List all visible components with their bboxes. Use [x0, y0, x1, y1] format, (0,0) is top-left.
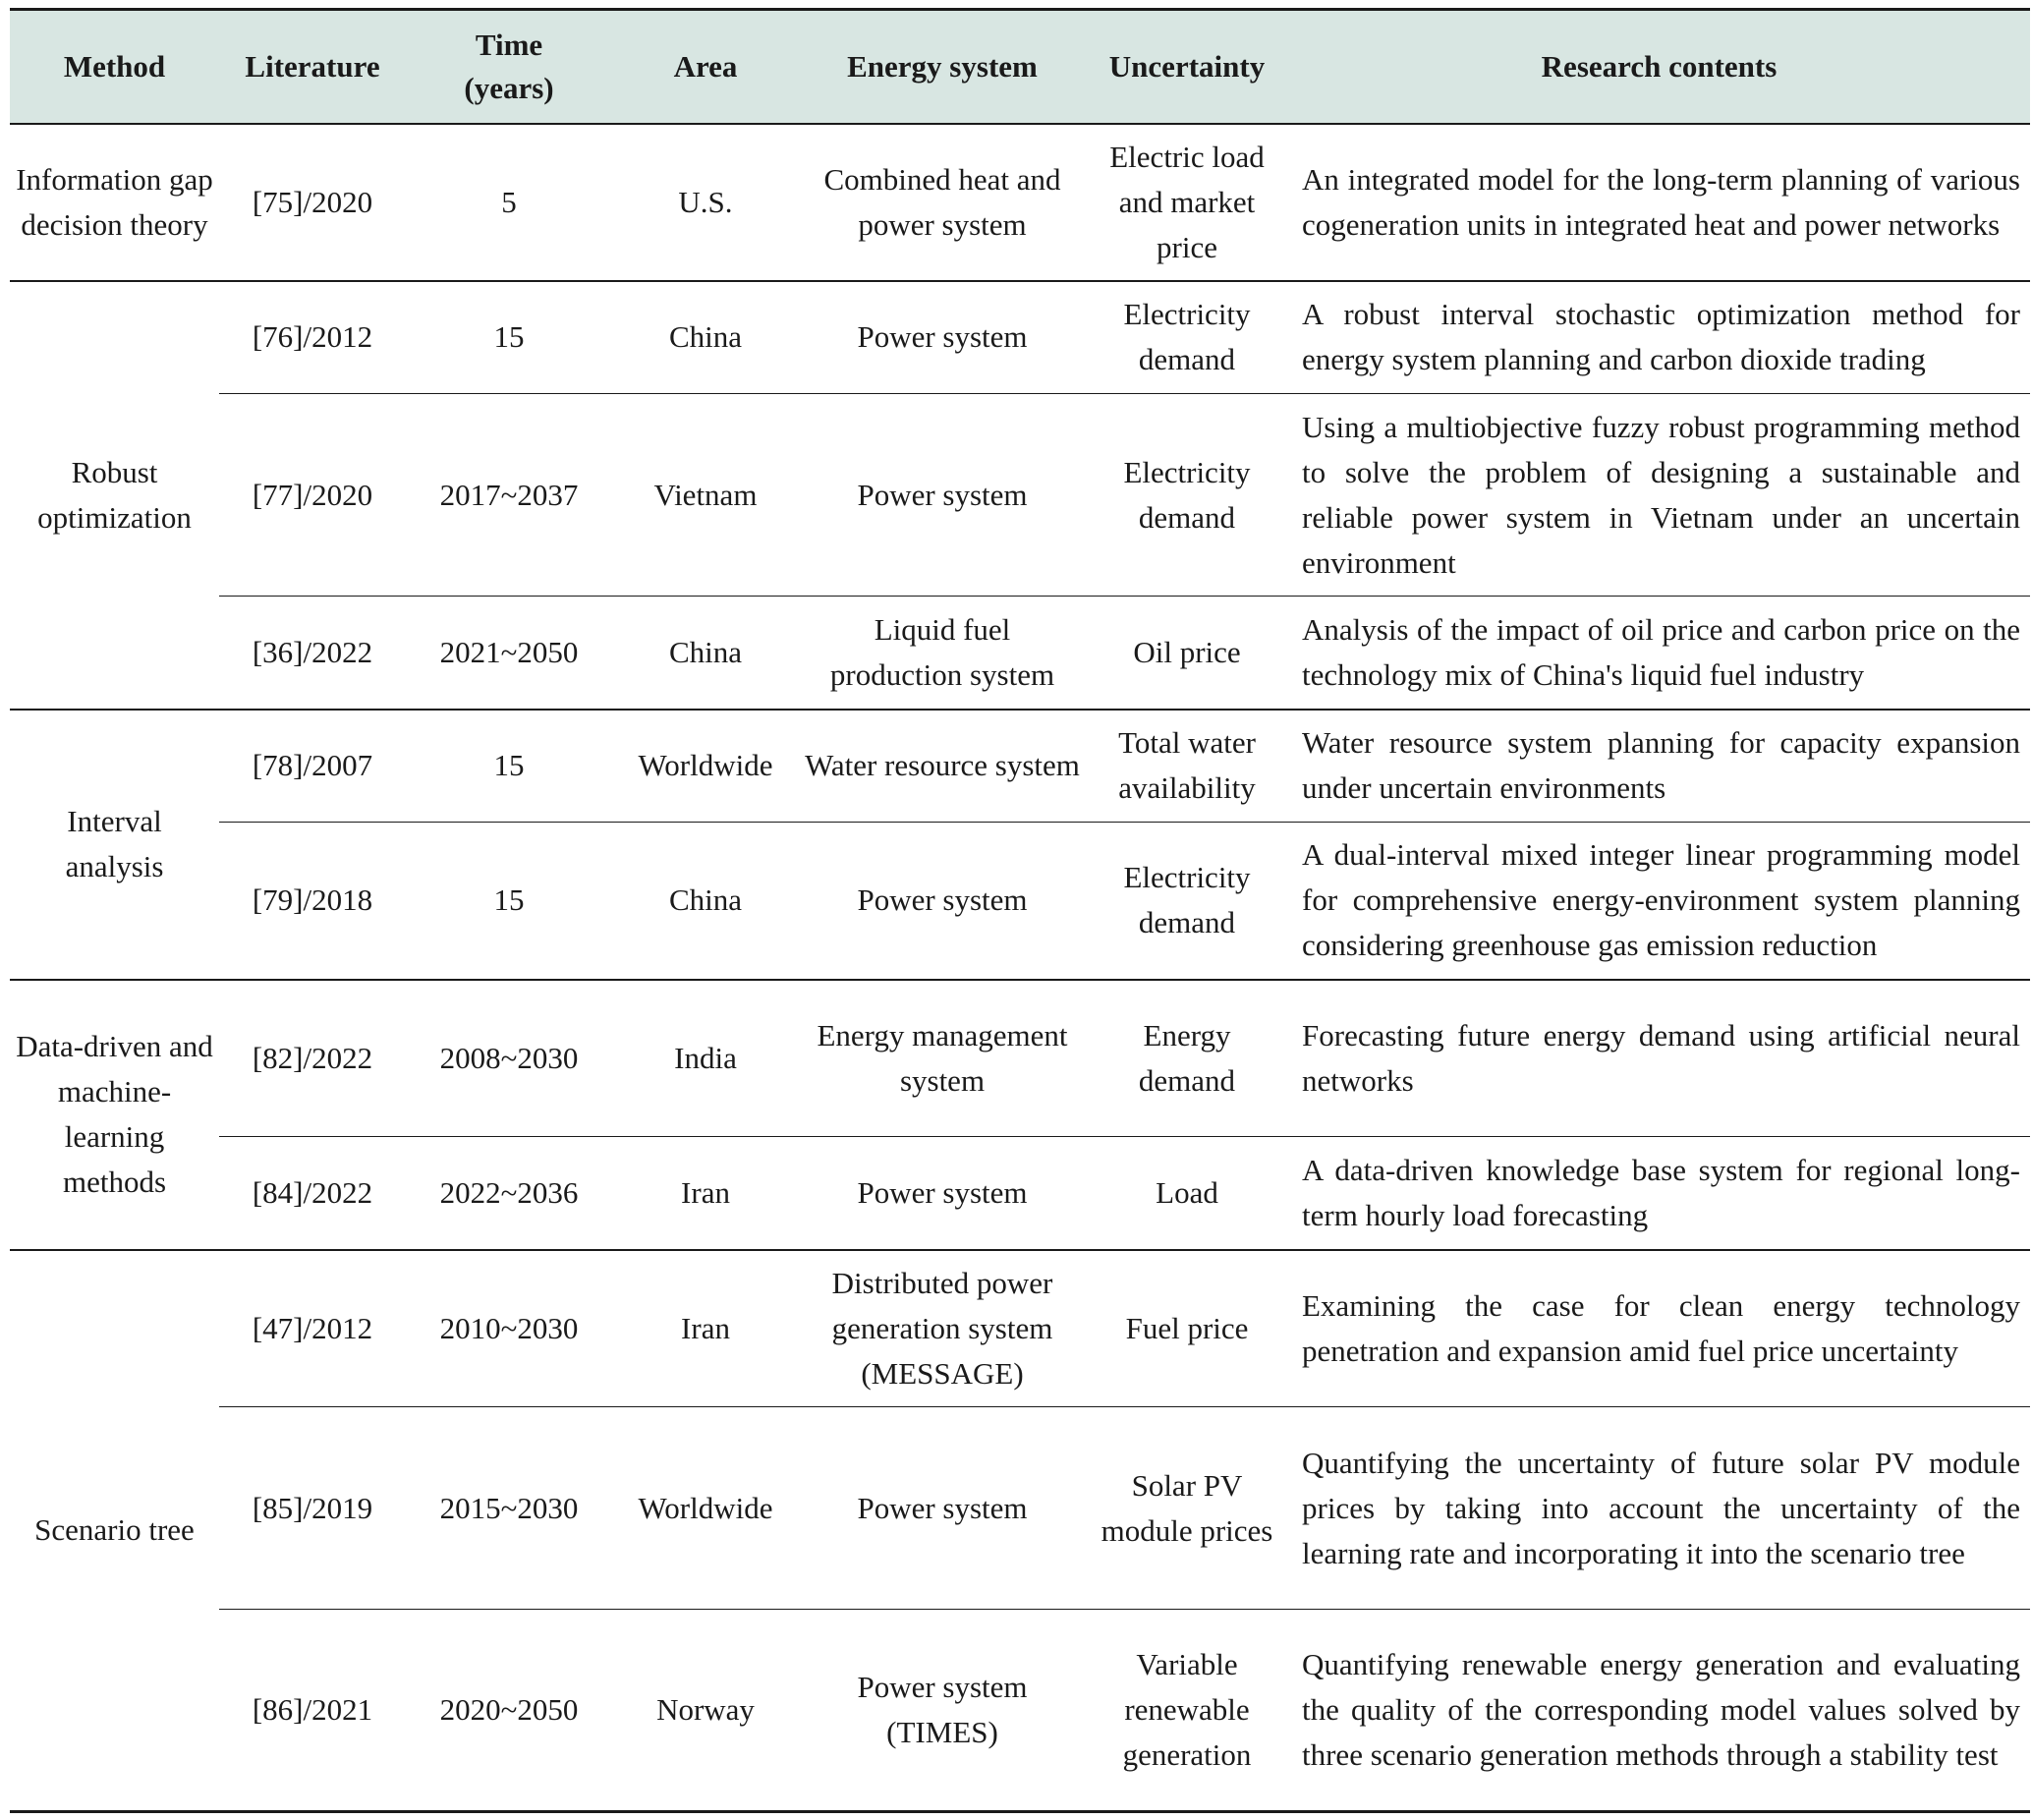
literature-table	[10, 8, 2030, 1813]
energy-system-cell: Power system	[799, 394, 1086, 597]
literature-cell: [79]/2018	[219, 823, 406, 980]
method-cell: Information gap decision theory	[10, 124, 219, 281]
header-time-line2: (years)	[464, 70, 554, 105]
uncertainty-cell: Electricity demand	[1086, 823, 1288, 980]
uncertainty-cell: Fuel price	[1086, 1250, 1288, 1407]
table-row	[10, 281, 2030, 394]
table-row	[10, 1137, 2030, 1250]
energy-system-cell: Energy management system	[799, 980, 1086, 1137]
area-cell: Iran	[612, 1250, 799, 1407]
time-cell: 2015~2030	[406, 1407, 612, 1610]
header-time-line1: Time	[475, 27, 543, 62]
area-cell: Worldwide	[612, 1407, 799, 1610]
research-cell: Quantifying the uncertainty of future solar PV module prices by taking into account the uncertainty of the learning rate and incorporating it into the scenario tree	[1288, 1407, 2030, 1610]
uncertainty-cell: Electric load and market price	[1086, 124, 1288, 281]
time-cell: 2010~2030	[406, 1250, 612, 1407]
table-row	[10, 1610, 2030, 1812]
uncertainty-cell: Solar PV module prices	[1086, 1407, 1288, 1610]
time-cell: 15	[406, 710, 612, 823]
energy-system-cell: Power system (TIMES)	[799, 1610, 1086, 1812]
time-cell: 5	[406, 124, 612, 281]
table-header	[10, 10, 2030, 124]
uncertainty-cell: Variable renewable generation	[1086, 1610, 1288, 1812]
area-cell: Worldwide	[612, 710, 799, 823]
area-cell: China	[612, 597, 799, 710]
uncertainty-cell: Electricity demand	[1086, 394, 1288, 597]
literature-cell: [82]/2022	[219, 980, 406, 1137]
header-research-contents: Research contents	[1288, 10, 2030, 124]
literature-cell: [84]/2022	[219, 1137, 406, 1250]
energy-system-cell: Power system	[799, 823, 1086, 980]
table-row	[10, 394, 2030, 597]
header-energy-system: Energy system	[799, 10, 1086, 124]
research-cell: A robust interval stochastic optimization method for energy system planning and carbon dioxide trading	[1288, 281, 2030, 394]
table-row	[10, 124, 2030, 281]
area-cell: Norway	[612, 1610, 799, 1812]
energy-system-cell: Water resource system	[799, 710, 1086, 823]
header-uncertainty: Uncertainty	[1086, 10, 1288, 124]
research-cell: Using a multiobjective fuzzy robust programming method to solve the problem of designing a sustainable and reliable power system in Vietnam under an uncertain environment	[1288, 394, 2030, 597]
uncertainty-cell: Electricity demand	[1086, 281, 1288, 394]
research-cell: A dual-interval mixed integer linear programming model for comprehensive energy-environment system planning considering greenhouse gas emission reduction	[1288, 823, 2030, 980]
energy-system-cell: Power system	[799, 1407, 1086, 1610]
research-cell: Water resource system planning for capacity expansion under uncertain environments	[1288, 710, 2030, 823]
table-row	[10, 980, 2030, 1137]
header-method: Method	[10, 10, 219, 124]
literature-cell: [47]/2012	[219, 1250, 406, 1407]
research-cell: Quantifying renewable energy generation and evaluating the quality of the corresponding model values solved by three scenario generation methods through a stability test	[1288, 1610, 2030, 1812]
area-cell: India	[612, 980, 799, 1137]
literature-cell: [36]/2022	[219, 597, 406, 710]
time-cell: 2020~2050	[406, 1610, 612, 1812]
table-row	[10, 1407, 2030, 1610]
literature-cell: [78]/2007	[219, 710, 406, 823]
header-literature: Literature	[219, 10, 406, 124]
area-cell: China	[612, 281, 799, 394]
literature-cell: [85]/2019	[219, 1407, 406, 1610]
energy-system-cell: Liquid fuel production system	[799, 597, 1086, 710]
research-cell: A data-driven knowledge base system for regional long-term hourly load forecasting	[1288, 1137, 2030, 1250]
method-cell: Scenario tree	[10, 1250, 219, 1812]
literature-cell: [86]/2021	[219, 1610, 406, 1812]
area-cell: Iran	[612, 1137, 799, 1250]
research-cell: Examining the case for clean energy technology penetration and expansion amid fuel price uncertainty	[1288, 1250, 2030, 1407]
method-cell: Robust optimization	[10, 281, 219, 710]
energy-system-cell: Power system	[799, 281, 1086, 394]
time-cell: 2008~2030	[406, 980, 612, 1137]
table-row	[10, 710, 2030, 823]
literature-cell: [75]/2020	[219, 124, 406, 281]
energy-system-cell: Power system	[799, 1137, 1086, 1250]
table-row	[10, 1250, 2030, 1407]
time-cell: 15	[406, 281, 612, 394]
uncertainty-cell: Load	[1086, 1137, 1288, 1250]
header-area: Area	[612, 10, 799, 124]
table-row	[10, 823, 2030, 980]
area-cell: Vietnam	[612, 394, 799, 597]
method-cell: Data-driven and machine-learning methods	[10, 980, 219, 1250]
table-body	[10, 124, 2030, 1812]
research-cell: Forecasting future energy demand using artificial neural networks	[1288, 980, 2030, 1137]
table-row	[10, 597, 2030, 710]
time-cell: 2017~2037	[406, 394, 612, 597]
research-cell: An integrated model for the long-term planning of various cogeneration units in integrated heat and power networks	[1288, 124, 2030, 281]
uncertainty-cell: Oil price	[1086, 597, 1288, 710]
time-cell: 2021~2050	[406, 597, 612, 710]
header-time	[406, 10, 612, 124]
literature-cell: [76]/2012	[219, 281, 406, 394]
uncertainty-cell: Total water availability	[1086, 710, 1288, 823]
research-cell: Analysis of the impact of oil price and carbon price on the technology mix of China's liquid fuel industry	[1288, 597, 2030, 710]
method-cell: Interval analysis	[10, 710, 219, 980]
energy-system-cell: Combined heat and power system	[799, 124, 1086, 281]
area-cell: U.S.	[612, 124, 799, 281]
literature-cell: [77]/2020	[219, 394, 406, 597]
table-container	[10, 8, 2030, 1813]
time-cell: 2022~2036	[406, 1137, 612, 1250]
time-cell: 15	[406, 823, 612, 980]
energy-system-cell: Distributed power generation system (MESSAGE)	[799, 1250, 1086, 1407]
area-cell: China	[612, 823, 799, 980]
uncertainty-cell: Energy demand	[1086, 980, 1288, 1137]
